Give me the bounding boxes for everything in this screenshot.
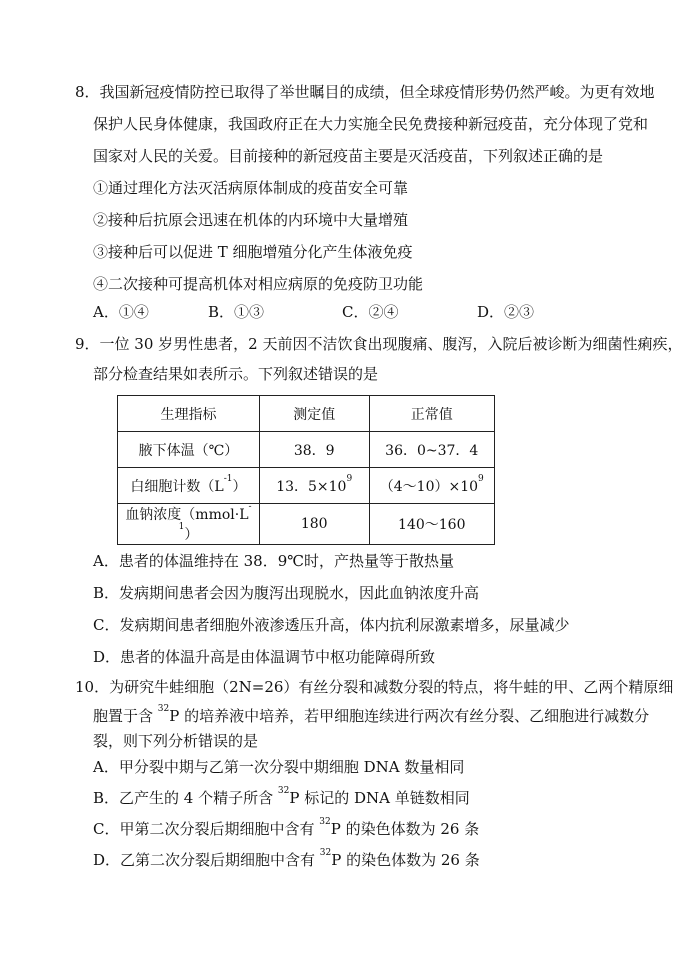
q8-option-c: C．②④ [342, 303, 399, 321]
table-cell: 36．0~37．4 [369, 432, 494, 468]
q10-stem-line-3: 裂，则下列分析错误的是 [93, 732, 259, 750]
q8-stem-line-1: 8．我国新冠疫情防控已取得了举世瞩目的成绩，但全球疫情形势仍然严峻。为更有效地 [75, 83, 655, 101]
table-row [118, 504, 495, 545]
q8-option-d: D．②③ [477, 303, 535, 321]
table-header-row [118, 396, 495, 432]
q8-statement-3: ③接种后可以促进 T 细胞增殖分化产生体液免疫 [93, 243, 413, 261]
q9-data-table [117, 395, 495, 545]
table-header-cell: 测定值 [259, 396, 369, 432]
q10-option-b: B．乙产生的 4 个精子所含 $^{32}$P 标记的 DNA 单链数相同 [93, 786, 470, 807]
q9-stem-line-1: 9．一位 30 岁男性患者，2 天前因不洁饮食出现腹痛、腹泻，入院后被诊断为细菌性痢疾， [75, 335, 683, 353]
q10-option-a: A．甲分裂中期与乙第一次分裂中期细胞 DNA 数量相同 [93, 758, 465, 776]
q8-option-a: A．①④ [93, 303, 149, 321]
table-header-cell: 正常值 [369, 396, 494, 432]
q8-option-b: B．①③ [208, 303, 265, 321]
q9-stem-line-2: 部分检查结果如表所示。下列叙述错误的是 [93, 365, 379, 383]
q9-option-b: B．发病期间患者会因为腹泻出现脱水，因此血钠浓度升高 [93, 584, 480, 602]
q10-stem-line-1: 10．为研究牛蛙细胞（2N=26）有丝分裂和减数分裂的特点，将牛蛙的甲、乙两个精原细 [75, 678, 674, 696]
q10-stem-line-2: 胞置于含 $^{32}$P 的培养液中培养，若甲细胞连续进行两次有丝分裂、乙细胞进行减数分 [93, 704, 650, 725]
q10-option-d: D．乙第二次分裂后期细胞中含有 $^{32}$P 的染色体数为 26 条 [93, 848, 480, 869]
table-cell: 140～160 [369, 504, 494, 545]
table-cell: 180 [259, 504, 369, 545]
q9-option-d: D．患者的体温升高是由体温调节中枢功能障碍所致 [93, 648, 436, 666]
table-cell: 38．9 [259, 432, 369, 468]
table-cell: $(4\sim 10)\times 10^9$ [369, 468, 494, 504]
q8-stem-line-2: 保护人民身体健康，我国政府正在大力实施全民免费接种新冠疫苗，充分体现了党和 [93, 115, 649, 133]
q8-statement-2: ②接种后抗原会迅速在机体的内环境中大量增殖 [93, 211, 409, 229]
table-row [118, 468, 495, 504]
q8-statement-4: ④二次接种可提高机体对相应病原的免疫防卫功能 [93, 275, 424, 293]
table-cell: 血钠浓度$(mmol\cdot L^{-1})$ [118, 504, 260, 545]
table-cell: 白细胞计数$(L^{-1})$ [118, 468, 260, 504]
table-row [118, 432, 495, 468]
table-cell: 腋下体温（℃） [118, 432, 260, 468]
q9-option-a: A．患者的体温维持在 38．9℃时，产热量等于散热量 [93, 552, 455, 570]
table-cell: 13．$5\times 10^9$ [259, 468, 369, 504]
q8-statement-1: ①通过理化方法灭活病原体制成的疫苗安全可靠 [93, 179, 409, 197]
q8-stem-line-3: 国家对人民的关爱。目前接种的新冠疫苗主要是灭活疫苗，下列叙述正确的是 [93, 147, 604, 165]
table-header-cell: 生理指标 [118, 396, 260, 432]
q10-option-c: C．甲第二次分裂后期细胞中含有 $^{32}$P 的染色体数为 26 条 [93, 817, 480, 838]
q9-option-c: C．发病期间患者细胞外液渗透压升高，体内抗利尿激素增多，尿量减少 [93, 616, 570, 634]
